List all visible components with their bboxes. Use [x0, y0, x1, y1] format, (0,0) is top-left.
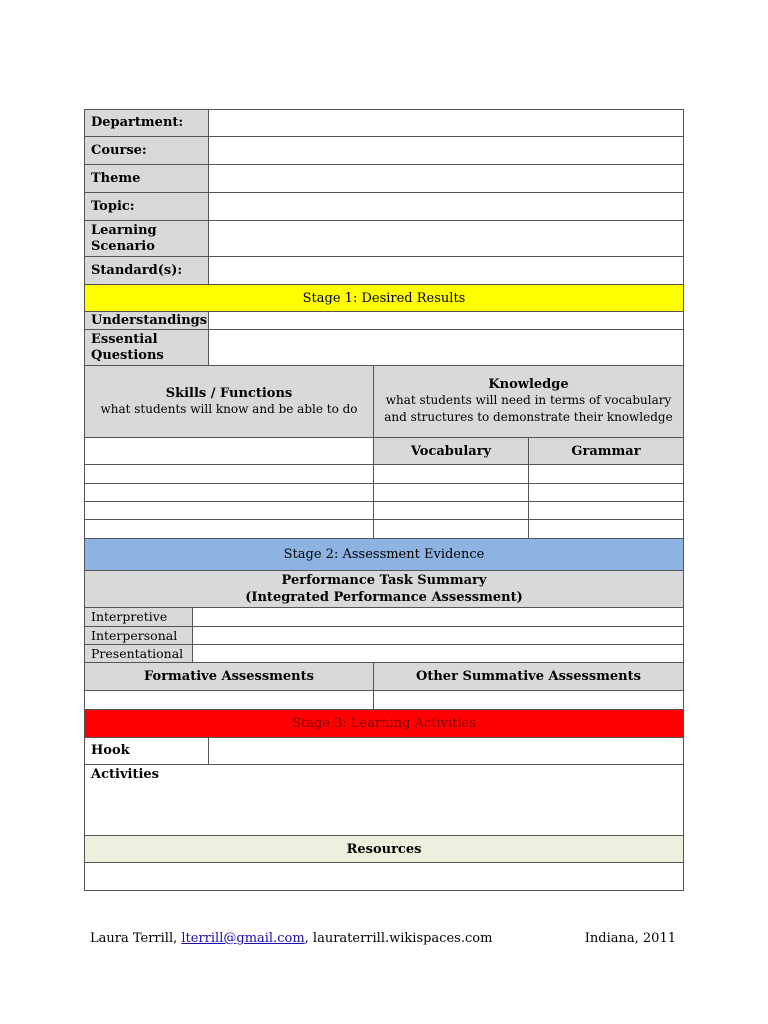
vocab-grammar-header [84, 438, 684, 465]
skills-cell[interactable] [85, 502, 374, 519]
vocabulary-cell[interactable] [374, 465, 529, 483]
other-summative-field[interactable] [374, 691, 683, 709]
stage2-title: Stage 2: Assessment Evidence [283, 547, 485, 562]
assessments-header [84, 663, 684, 691]
performance-task-summary [85, 571, 683, 607]
grammar-cell[interactable] [529, 484, 683, 501]
skills-cell[interactable] [85, 465, 374, 483]
knowledge-desc: what students will need in terms of vocabulary and structures to demonstrate their knowledge [384, 393, 673, 424]
activities-row [84, 765, 684, 836]
resources-row [84, 863, 684, 891]
interpretive-label: Interpretive [85, 608, 193, 626]
resources-banner [84, 836, 684, 863]
table-row [84, 465, 684, 484]
footer-credit [90, 931, 492, 946]
footer-location-year: Indiana, 2011 [584, 931, 676, 946]
grammar-cell[interactable] [529, 465, 683, 483]
performance-task-header [84, 571, 684, 608]
presentational-row [84, 645, 684, 663]
interpretive-row [84, 608, 684, 627]
skills-header [85, 366, 374, 437]
understandings-label: Understandings [85, 312, 209, 329]
topic-label: Topic: [85, 193, 209, 220]
table-row [84, 520, 684, 539]
skills-title: Skills / Functions [165, 385, 293, 401]
interpersonal-row [84, 627, 684, 645]
essential-questions-row [84, 330, 684, 366]
understandings-field[interactable] [209, 312, 683, 329]
essential-questions-field[interactable] [209, 330, 683, 365]
grammar-cell[interactable] [529, 520, 683, 538]
theme-label: Theme [85, 165, 209, 192]
knowledge-title: Knowledge [488, 377, 569, 392]
assessments-row [84, 691, 684, 710]
activities-label[interactable]: Activities [91, 767, 159, 782]
department-row [84, 109, 684, 137]
skills-cell[interactable] [85, 520, 374, 538]
hook-field[interactable] [209, 738, 683, 764]
stage3-banner [84, 710, 684, 738]
presentational-label: Presentational [85, 645, 193, 662]
skills-cell[interactable] [85, 484, 374, 501]
theme-row [84, 165, 684, 193]
skills-blank-header [85, 438, 374, 464]
interpersonal-field[interactable] [193, 627, 683, 644]
vocabulary-cell[interactable] [374, 484, 529, 501]
skills-desc: what students will know and be able to do [100, 401, 358, 416]
interpretive-field[interactable] [193, 608, 683, 626]
knowledge-header [374, 366, 683, 437]
course-label: Course: [85, 137, 209, 164]
learning-scenario-row [84, 221, 684, 257]
presentational-field[interactable] [193, 645, 683, 662]
table-row [84, 484, 684, 502]
learning-scenario-label: Learning Scenario [85, 221, 209, 256]
other-summative-label: Other Summative Assessments [416, 669, 641, 684]
lesson-plan-form [84, 109, 684, 891]
topic-field[interactable] [209, 193, 683, 220]
vocabulary-label: Vocabulary [374, 438, 529, 464]
course-row [84, 137, 684, 165]
vocabulary-cell[interactable] [374, 520, 529, 538]
stage3-title: Stage 3: Learning Activities [292, 716, 476, 731]
grammar-cell[interactable] [529, 502, 683, 519]
vocabulary-cell[interactable] [374, 502, 529, 519]
grammar-label: Grammar [529, 438, 683, 464]
course-field[interactable] [209, 137, 683, 164]
essential-questions-label: Essential Questions [85, 330, 209, 365]
footer-site: , lauraterrill.wikispaces.com [304, 931, 493, 946]
department-label: Department: [85, 110, 209, 136]
resources-label: Resources [346, 841, 422, 857]
performance-task-title: Performance Task Summary [281, 573, 487, 588]
stage2-banner [84, 539, 684, 571]
table-row [84, 502, 684, 520]
hook-label: Hook [85, 738, 209, 764]
topic-row [84, 193, 684, 221]
stage1-title: Stage 1: Desired Results [302, 290, 466, 306]
resources-field[interactable] [85, 863, 683, 890]
stage1-banner [84, 285, 684, 312]
theme-field[interactable] [209, 165, 683, 192]
understandings-row [84, 312, 684, 330]
standards-label: Standard(s): [85, 257, 209, 284]
interpersonal-label: Interpersonal [85, 627, 193, 644]
formative-assessments-label: Formative Assessments [85, 663, 374, 690]
footer-author: Laura Terrill, [90, 931, 178, 946]
formative-field[interactable] [85, 691, 374, 709]
performance-task-subtitle: (Integrated Performance Assessment) [245, 590, 523, 605]
footer [90, 931, 676, 946]
standards-field[interactable] [209, 257, 683, 284]
footer-email-link[interactable]: lterrill@gmail.com [181, 931, 305, 946]
learning-scenario-field[interactable] [209, 221, 683, 256]
skills-knowledge-header [84, 366, 684, 438]
department-field[interactable] [209, 110, 683, 136]
hook-row [84, 738, 684, 765]
standards-row [84, 257, 684, 285]
